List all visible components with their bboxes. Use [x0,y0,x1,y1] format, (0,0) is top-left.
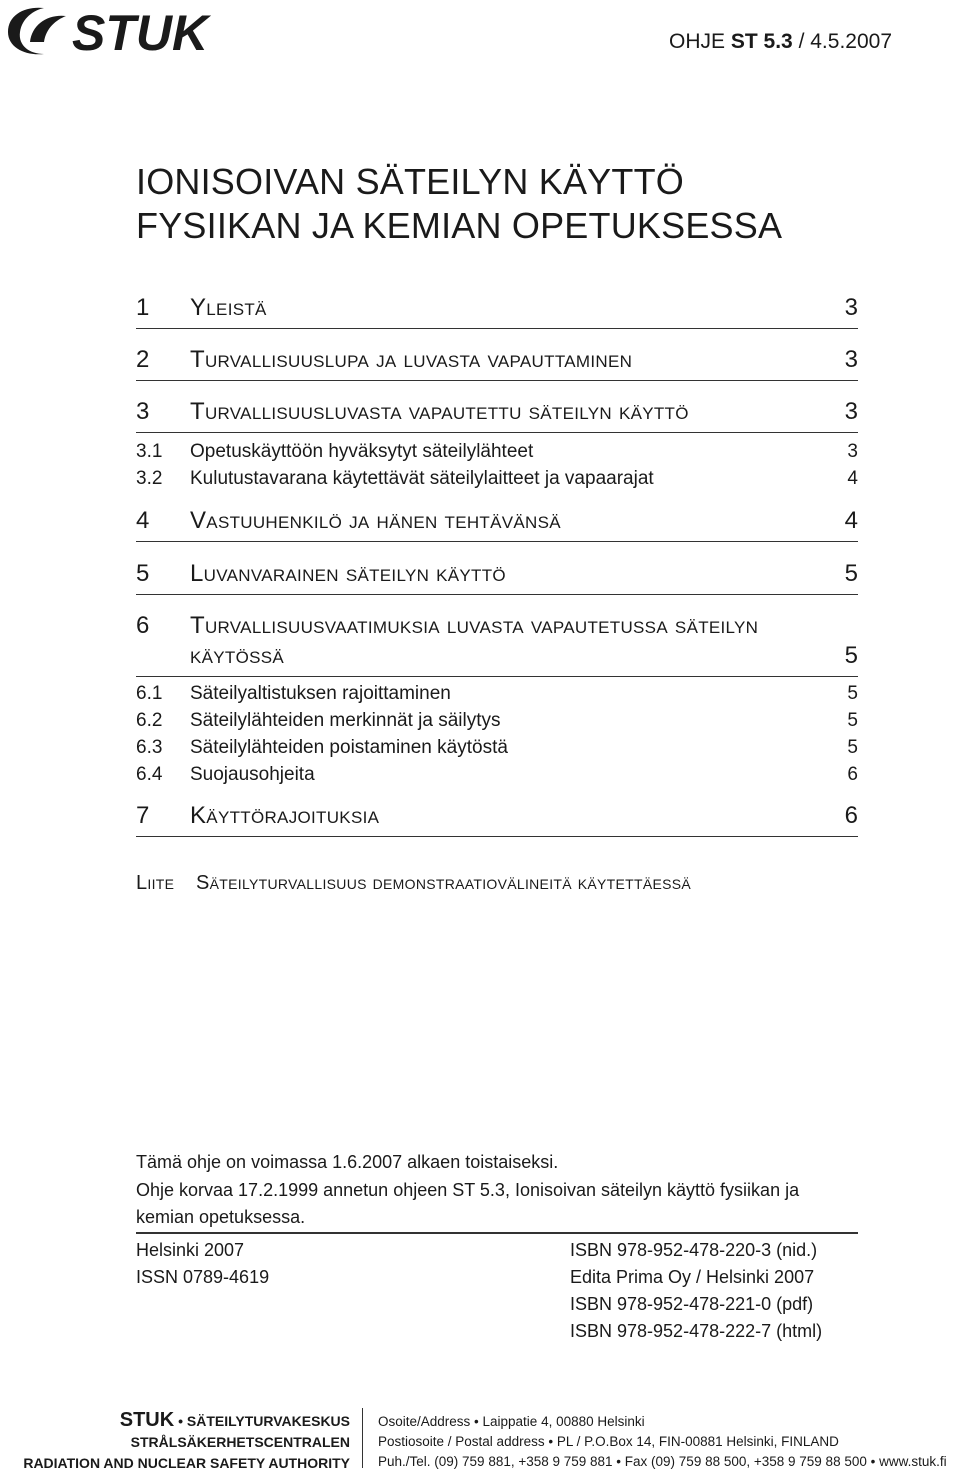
toc-entry-3[interactable]: 3 Turvallisuusluvasta vapautettu säteilyn käyttö 3 [136,400,858,433]
isbn-print: ISBN 978-952-478-220-3 (nid.) [570,1240,818,1260]
stuk-logo [4,2,230,58]
toc-entry-4[interactable]: 4 Vastuuhenkilö ja hänen tehtävänsä 4 [136,509,858,542]
footer-phone-web[interactable]: Puh./Tel. (09) 759 881, +358 9 759 881 • Fax (09) 759 88 500, +358 9 759 88 500 • www.stuk.fi [378,1454,947,1469]
validity-line-3: kemian opetuksessa. [136,1207,306,1227]
isbn-html: ISBN 978-952-478-222-7 (html) [570,1321,823,1341]
issn: ISSN 0789-4619 [136,1267,270,1287]
footer-address: Osoite/Address • Laippatie 4, 00880 Helsinki [378,1414,645,1429]
appendix-title[interactable]: Säteilyturvallisuus demonstraatiovälineitä käytettäessä [196,872,692,894]
isbn-pdf: ISBN 978-952-478-221-0 (pdf) [570,1294,814,1314]
validity-line-1: Tämä ohje on voimassa 1.6.2007 alkaen toistaiseksi. [136,1152,559,1172]
title-line-1: IONISOIVAN SÄTEILYN KÄYTTÖ [136,161,684,202]
svg-text:STUK: STUK [72,5,209,58]
toc-entry-5[interactable]: 5 Luvanvarainen säteilyn käyttö 5 [136,562,858,595]
footer-divider [362,1408,363,1468]
footer-organization: STUK • SÄTEILYTURVAKESKUS STRÅLSÄKERHETSCENTRALEN RADIATION AND NUCLEAR SAFETY AUTHORITY [23,1409,350,1471]
printer: Edita Prima Oy / Helsinki 2007 [570,1267,815,1287]
toc-entry-6-4[interactable]: 6.4 Suojausohjeita 6 [136,764,858,785]
place-year: Helsinki 2007 [136,1240,245,1260]
document-title [136,160,782,248]
footer-postal: Postiosoite / Postal address • PL / P.O.Box 14, FIN-00881 Helsinki, FINLAND [378,1434,839,1449]
validity-line-2: Ohje korvaa 17.2.1999 annetun ohjeen ST 5.3, Ionisoivan säteilyn käyttö fysiikan ja [136,1180,800,1200]
toc-entry-6-2[interactable]: 6.2 Säteilylähteiden merkinnät ja säilytys 5 [136,710,858,731]
divider [136,1232,858,1234]
toc-entry-6[interactable]: 6 Turvallisuusvaatimuksia luvasta vapautetussa säteilyn käytössä 5 [136,614,858,677]
toc-entry-6-1[interactable]: 6.1 Säteilyaltistuksen rajoittaminen 5 [136,683,858,704]
appendix-label: Liite [136,872,175,894]
toc-entry-6-3[interactable]: 6.3 Säteilylähteiden poistaminen käytöstä 5 [136,737,858,758]
toc-entry-3-2[interactable]: 3.2 Kulutustavarana käytettävät säteilylaitteet ja vapaarajat 4 [136,468,858,489]
toc-entry-7[interactable]: 7 Käyttörajoituksia 6 [136,804,858,837]
title-line-2: FYSIIKAN JA KEMIAN OPETUKSESSA [136,205,783,246]
footer-contact [378,1412,947,1472]
document-reference: OHJE ST 5.3 / 4.5.2007 [669,30,892,53]
toc-entry-1[interactable]: 1 Yleistä 3 [136,296,858,329]
toc-entry-2[interactable]: 2 Turvallisuuslupa ja luvasta vapauttaminen 3 [136,348,858,381]
toc-entry-3-1[interactable]: 3.1 Opetuskäyttöön hyväksytyt säteilylähteet 3 [136,441,858,462]
